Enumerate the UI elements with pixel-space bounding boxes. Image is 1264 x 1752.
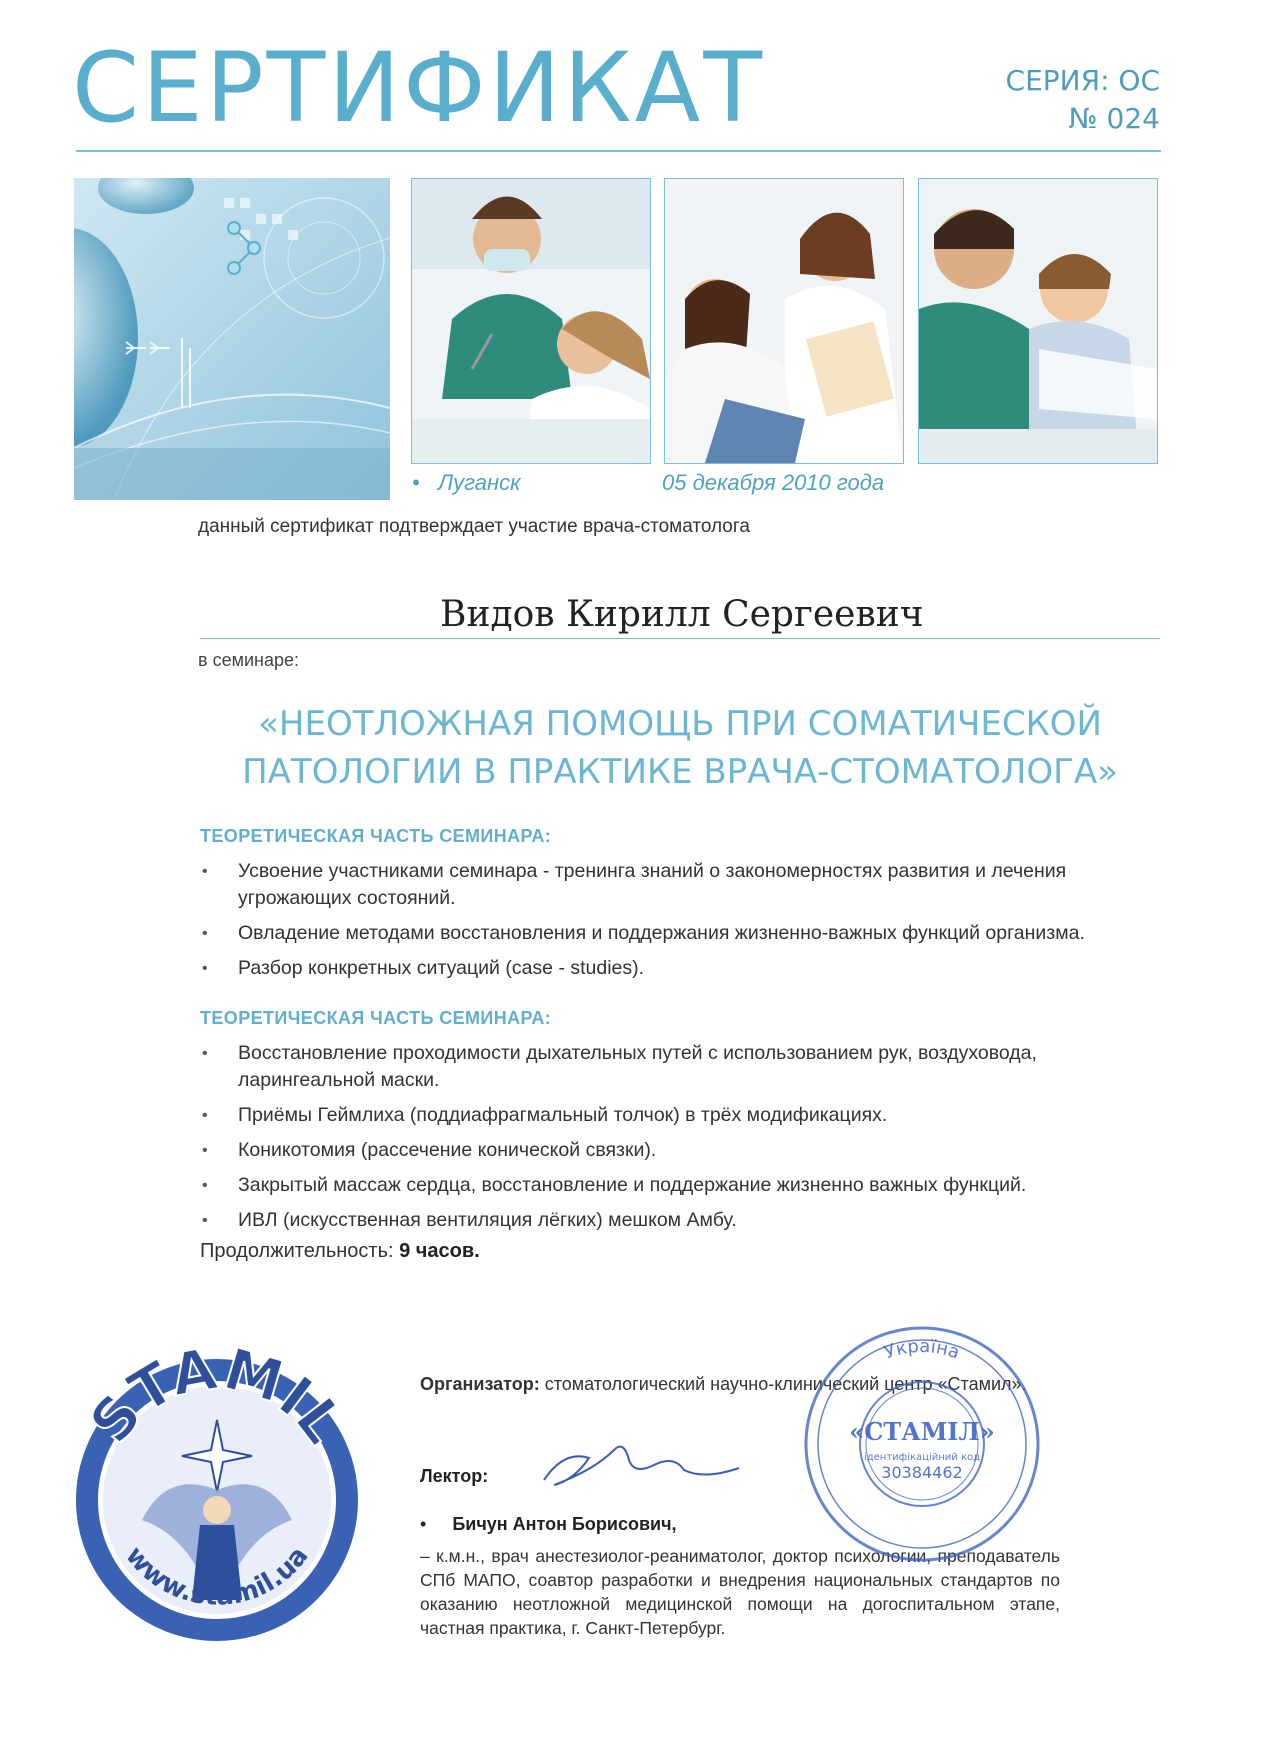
stamil-logo <box>72 1300 362 1650</box>
section2-heading: ТЕОРЕТИЧЕСКАЯ ЧАСТЬ СЕМИНАРА: <box>200 1008 552 1028</box>
certificate-number: № 024 <box>1068 102 1160 135</box>
list-item: • ИВЛ (искусственная вентиляция лёгких) мешком Амбу. <box>200 1207 1148 1234</box>
svg-text:www.stamil.ua: www.stamil.ua <box>119 1540 315 1612</box>
header-divider <box>76 150 1161 152</box>
list-item: • Овладение методами восстановления и поддержания жизненно-важных функций организма. <box>200 920 1148 947</box>
list-item: • Закрытый массаж сердца, восстановление и поддержание жизненно важных функций. <box>200 1172 1148 1199</box>
list-item: • Усвоение участниками семинара - тренинга знаний о закономерностях развития и лечения угрожающих состояний. <box>200 858 1148 912</box>
lecturer-bio: – к.м.н., врач анестезиолог-реаниматолог, доктор психологии, преподаватель СПб МАПО, соавтор разработки и внедрения национальных стандартов по оказанию неотложной медицинской помощи на догоспитальном этапе, частная практика, г. Санкт-Петербург. <box>420 1546 1060 1638</box>
tech-banner-image <box>74 178 390 500</box>
duration-value: 9 часов. <box>399 1240 480 1262</box>
lecturer-signature <box>534 1430 744 1502</box>
svg-text:STAMIL: STAMIL <box>76 1334 359 1457</box>
photo-dentist-woman <box>411 178 651 464</box>
svg-text:Україна: Україна <box>881 1335 963 1364</box>
seminar-topic-line1: «НЕОТЛОЖНАЯ ПОМОЩЬ ПРИ СОМАТИЧЕСКОЙ <box>258 704 1102 744</box>
seminar-topic-line2: ПАТОЛОГИИ В ПРАКТИКЕ ВРАЧА-СТОМАТОЛОГА» <box>242 752 1118 792</box>
duration-label: Продолжительность: <box>200 1240 394 1262</box>
lecturer-label: Лектор: <box>420 1466 489 1486</box>
photo-dentist-girl <box>664 178 904 464</box>
name-underline <box>200 638 1160 639</box>
certificate-series-block <box>1006 62 1160 138</box>
lecturer-name: • Бичун Антон Борисович, <box>420 1514 677 1535</box>
organizer-text: стоматологический научно-клинический центр «Стамил». <box>544 1374 1027 1394</box>
confirmation-text: данный сертификат подтверждает участие врача-стоматолога <box>198 516 750 537</box>
photo-dentist-boy <box>918 178 1158 464</box>
section1-list <box>200 858 1148 990</box>
list-item: • Разбор конкретных ситуаций (case - studies). <box>200 955 1148 982</box>
list-item: • Приёмы Геймлиха (поддиафрагмальный толчок) в трёх модификациях. <box>200 1102 1148 1129</box>
event-date: 05 декабря 2010 года <box>662 470 885 495</box>
certificate-title: СЕРТИФИКАТ <box>72 32 765 144</box>
certificate-series: СЕРИЯ: ОС <box>1005 64 1160 97</box>
in-seminar-label: в семинаре: <box>198 650 299 670</box>
svg-text:30384462: 30384462 <box>881 1463 963 1482</box>
section1-heading: ТЕОРЕТИЧЕСКАЯ ЧАСТЬ СЕМИНАРА: <box>200 826 552 846</box>
section2-list <box>200 1040 1148 1242</box>
seminar-topic <box>200 700 1160 796</box>
svg-text:ідентифікаційний код: ідентифікаційний код <box>863 1452 981 1463</box>
list-item: • Восстановление проходимости дыхательных путей с использованием рук, воздуховода, ларингеальной маски. <box>200 1040 1148 1094</box>
duration <box>200 1240 480 1263</box>
organization-stamp <box>800 1322 1044 1566</box>
svg-text:«СТАМІЛ»: «СТАМІЛ» <box>849 1417 995 1446</box>
event-location: • Луганск <box>412 470 521 495</box>
organizer-label: Организатор: <box>420 1374 540 1394</box>
list-item: • Коникотомия (рассечение конической связки). <box>200 1137 1148 1164</box>
participant-name: Видов Кирилл Сергеевич <box>440 594 924 635</box>
